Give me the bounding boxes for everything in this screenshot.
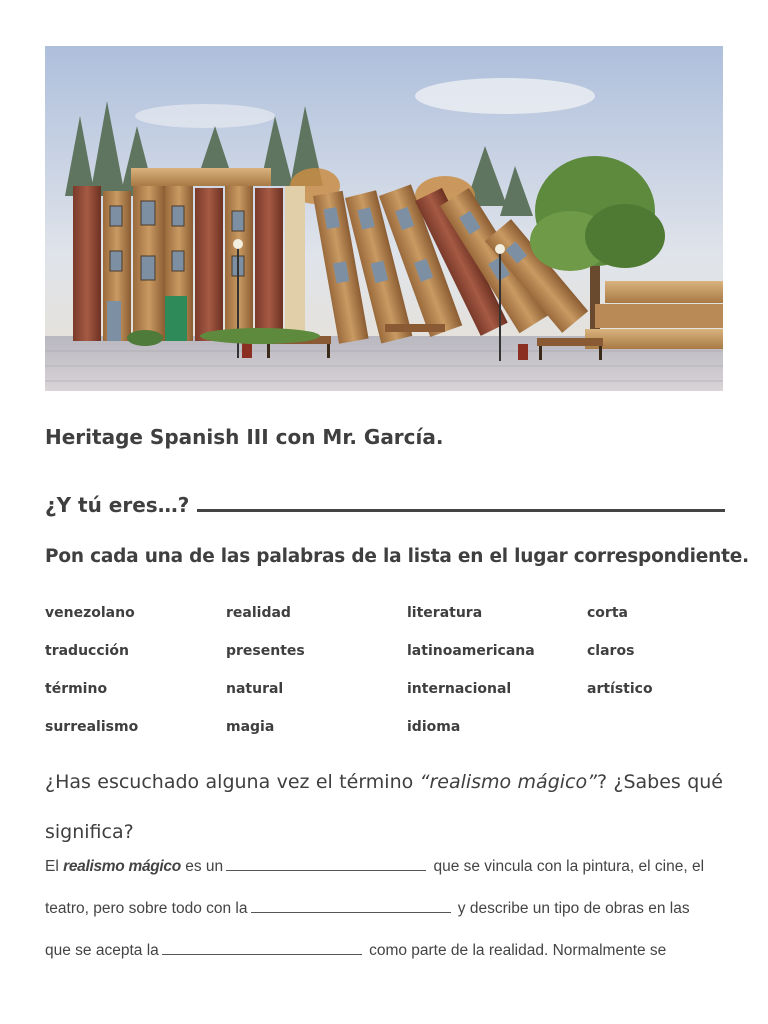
word-bank-item: natural	[226, 681, 284, 697]
question-after: ? ¿Sabes qué significa?	[45, 771, 723, 843]
word-bank-row	[45, 643, 735, 681]
paragraph-text: como parte de la realidad. Normalmente se	[364, 942, 667, 959]
paragraph-text: El	[45, 858, 64, 875]
paragraph-line	[45, 892, 735, 934]
fill-in-paragraph	[45, 850, 735, 976]
name-blank[interactable]	[197, 485, 725, 512]
answer-blank[interactable]	[162, 940, 362, 955]
word-bank-item: internacional	[407, 681, 512, 697]
word-bank-item: artístico	[587, 681, 653, 697]
word-bank-row	[45, 719, 735, 757]
word-bank-item: claros	[587, 643, 635, 659]
word-bank-row	[45, 605, 735, 643]
word-bank-item: corta	[587, 605, 628, 621]
hero-image	[45, 46, 723, 391]
word-bank-item: término	[45, 681, 108, 697]
question-term: “realismo mágico”	[419, 771, 597, 793]
name-prompt-line	[45, 485, 725, 517]
word-bank-row	[45, 681, 735, 719]
word-bank-item: realidad	[226, 605, 291, 621]
answer-blank[interactable]	[251, 898, 451, 913]
paragraph-text: teatro, pero sobre todo con la	[45, 900, 248, 917]
question	[45, 757, 723, 857]
paragraph-line	[45, 850, 735, 892]
word-bank-item: latinoamericana	[407, 643, 535, 659]
paragraph-text: y describe un tipo de obras en las	[453, 900, 690, 917]
question-before: ¿Has escuchado alguna vez el término	[45, 771, 420, 793]
paragraph-text: es un	[180, 858, 224, 875]
paragraph-text: que se acepta la	[45, 942, 159, 959]
worksheet-title: Heritage Spanish III con Mr. García.	[45, 425, 444, 449]
paragraph-text: que se vincula con la pintura, el cine, el	[429, 858, 705, 875]
name-prompt: ¿Y tú eres…?	[45, 493, 190, 517]
word-bank	[45, 605, 735, 757]
word-bank-item: traducción	[45, 643, 130, 659]
word-bank-item: venezolano	[45, 605, 135, 621]
paragraph-line	[45, 934, 735, 976]
word-bank-item: magia	[226, 719, 275, 735]
word-bank-item: surrealismo	[45, 719, 139, 735]
paragraph-term: realismo mágico	[63, 858, 181, 875]
word-bank-item: literatura	[407, 605, 483, 621]
instruction: Pon cada una de las palabras de la lista en el lugar correspondiente.	[45, 546, 749, 567]
word-bank-item: presentes	[226, 643, 305, 659]
answer-blank[interactable]	[226, 856, 426, 871]
word-bank-item: idioma	[407, 719, 461, 735]
